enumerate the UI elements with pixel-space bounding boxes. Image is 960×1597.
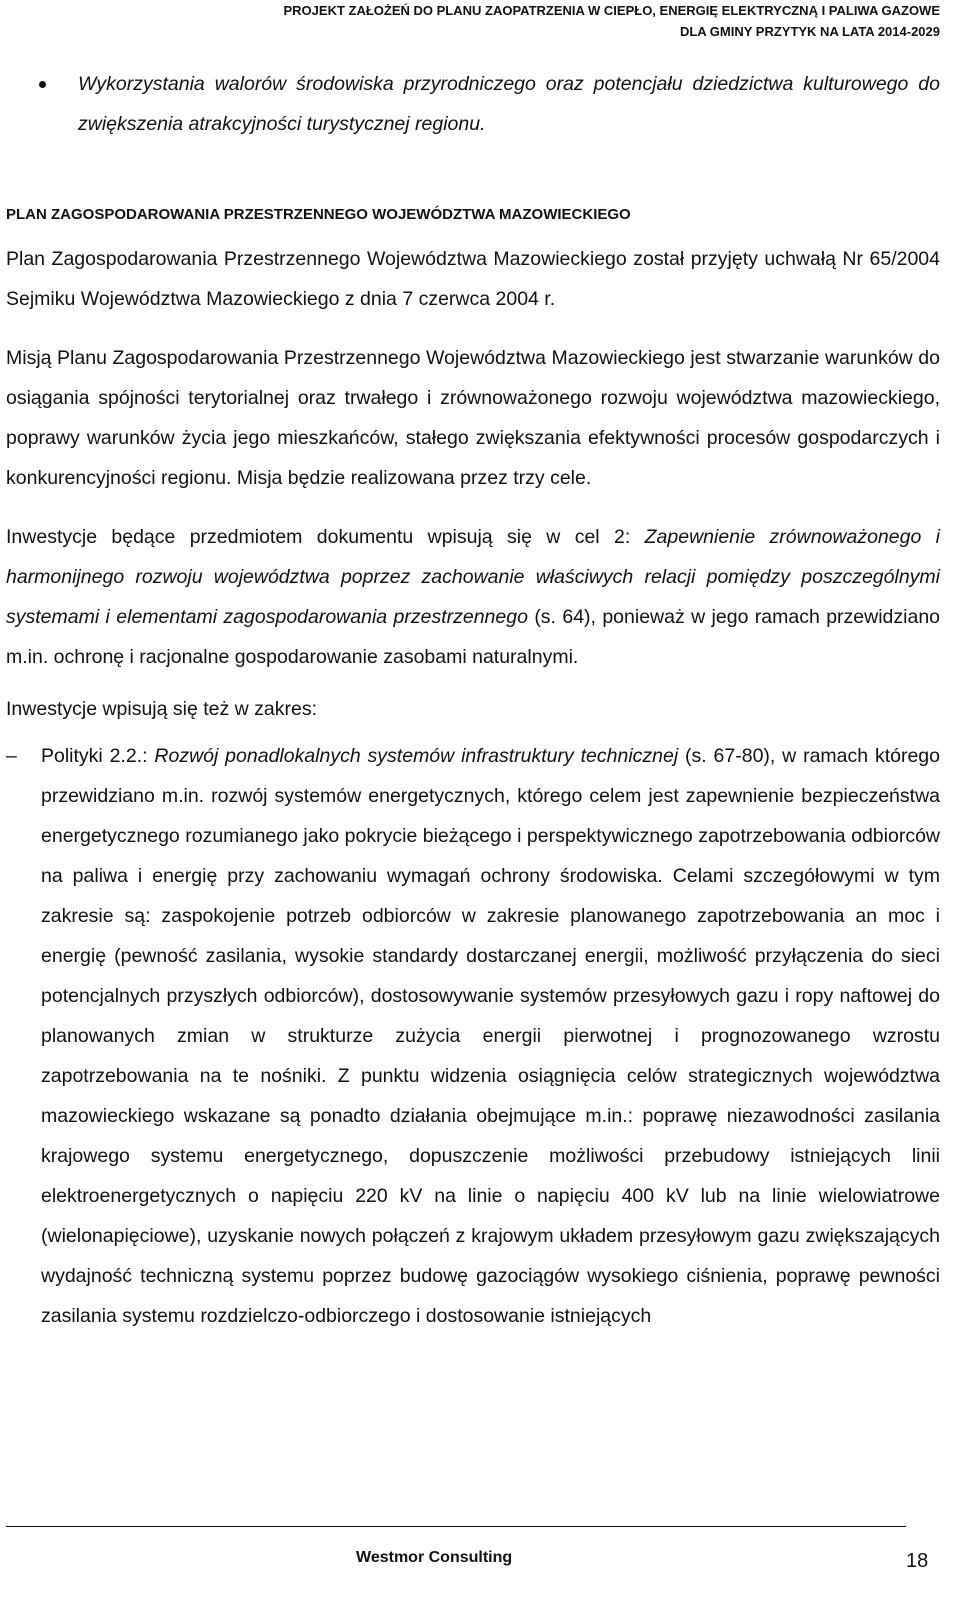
paragraph-adoption: Plan Zagospodarowania Przestrzennego Województwa Mazowieckiego został przyjęty uchwałą Nr 65/2004 Sejmiku Województwa Mazowieckiego z dnia 7 czerwca 2004 r.: [6, 248, 940, 310]
bullet-icon: [39, 81, 46, 88]
paragraph-scope-intro: Inwestycje wpisują się też w zakres:: [6, 698, 318, 720]
footer-divider: [6, 1526, 906, 1527]
section-heading: PLAN ZAGOSPODAROWANIA PRZESTRZENNEGO WOJEWÓDZTWA MAZOWIECKIEGO: [6, 206, 631, 223]
goal-title: Zapewnienie zrównoważonego i harmonijnego rozwoju województwa poprzez zachowanie właściwych relacji pomiędzy poszczególnymi systemami i elementami zagospodarowania przestrzennego: [6, 526, 941, 628]
dash-icon: –: [6, 745, 17, 767]
dash-item-body: (s. 67-80), w ramach którego przewidziano m.in. rozwój systemów energetycznych, którego celem jest zapewnienie bezpieczeństwa energetycznego rozumianego jako pokrycie bieżącego i perspektywicznego zapotrzebowania odbiorców na paliwa i energię przy zachowaniu wymagań ochrony środowiska. Celami szczegółowymi w tym zakresie są: zaspokojenie potrzeb odbiorców w zakresie planowanego zapotrzebowania an moc i energię (pewność zasilania, wysokie standardy dostarczanej energii, możliwość przyłączenia do sieci potencjalnych przyszłych odbiorców), dostosowywanie systemów przesyłowych gazu i ropy naftowej do planowanych zmian w strukturze zużycia energii pierwotnej i prognozowanego wzrostu zapotrzebowania na te nośniki. Z punktu widzenia osiągnięcia celów strategicznych województwa mazowieckiego wskazane są ponadto działania obejmujące m.in.: poprawę niezawodności zasilania krajowego systemu energetycznego, dopuszczenie możliwości przebudowy istniejących linii elektroenergetycznych o napięciu 220 kV na linie o napięciu 400 kV lub na linie wielowiatrowe (wielonapięciowe), uzyskanie nowych połączeń z krajowym układem przesyłowym gazu zwiększających wydajność techniczną systemu poprzez budowę gazociągów wysokiego ciśnienia, poprawę pewności zasilania systemu rozdzielczo-odbiorczego i dostosowanie istniejących: [41, 745, 940, 1327]
paragraph-mission: Misją Planu Zagospodarowania Przestrzennego Województwa Mazowieckiego jest stwarzanie warunków do osiągania spójności terytorialnej oraz trwałego i zrównoważonego rozwoju województwa mazowieckiego, poprawy warunków życia jego mieszkańców, stałego zwiększania efektywności procesów gospodarczych i konkurencyjności regionu. Misja będzie realizowana przez trzy cele.: [6, 347, 940, 489]
bullet-item-text: Wykorzystania walorów środowiska przyrodniczego oraz potencjału dziedzictwa kulturowego do zwiększenia atrakcyjności turystycznej regionu.: [78, 73, 940, 135]
footer-company: Westmor Consulting: [356, 1549, 513, 1566]
header-line-2: DLA GMINY PRZYTYK NA LATA 2014-2029: [679, 24, 940, 39]
document-body: [6, 64, 940, 1336]
paragraph-investments-tail: (s. 64), ponieważ w jego ramach przewidziano m.in. ochronę i racjonalne gospodarowanie zasobami naturalnymi.: [6, 606, 941, 668]
header-line-1: PROJEKT ZAŁOŻEŃ DO PLANU ZAOPATRZENIA W CIEPŁO, ENERGIĘ ELEKTRYCZNĄ I PALIWA GAZOWE: [283, 3, 940, 18]
page-header: [284, 0, 941, 42]
paragraph-investments-goal: [6, 517, 940, 677]
bullet-list-item: [6, 64, 940, 144]
page-number: 18: [906, 1550, 929, 1572]
policy-title: Rozwój ponadlokalnych systemów infrastruktury technicznej: [154, 745, 679, 767]
dash-item-lead: Polityki 2.2.:: [41, 745, 155, 767]
dash-list-item: [6, 736, 940, 1336]
paragraph-investments-lead: Inwestycje będące przedmiotem dokumentu wpisują się w cel 2:: [6, 526, 645, 548]
